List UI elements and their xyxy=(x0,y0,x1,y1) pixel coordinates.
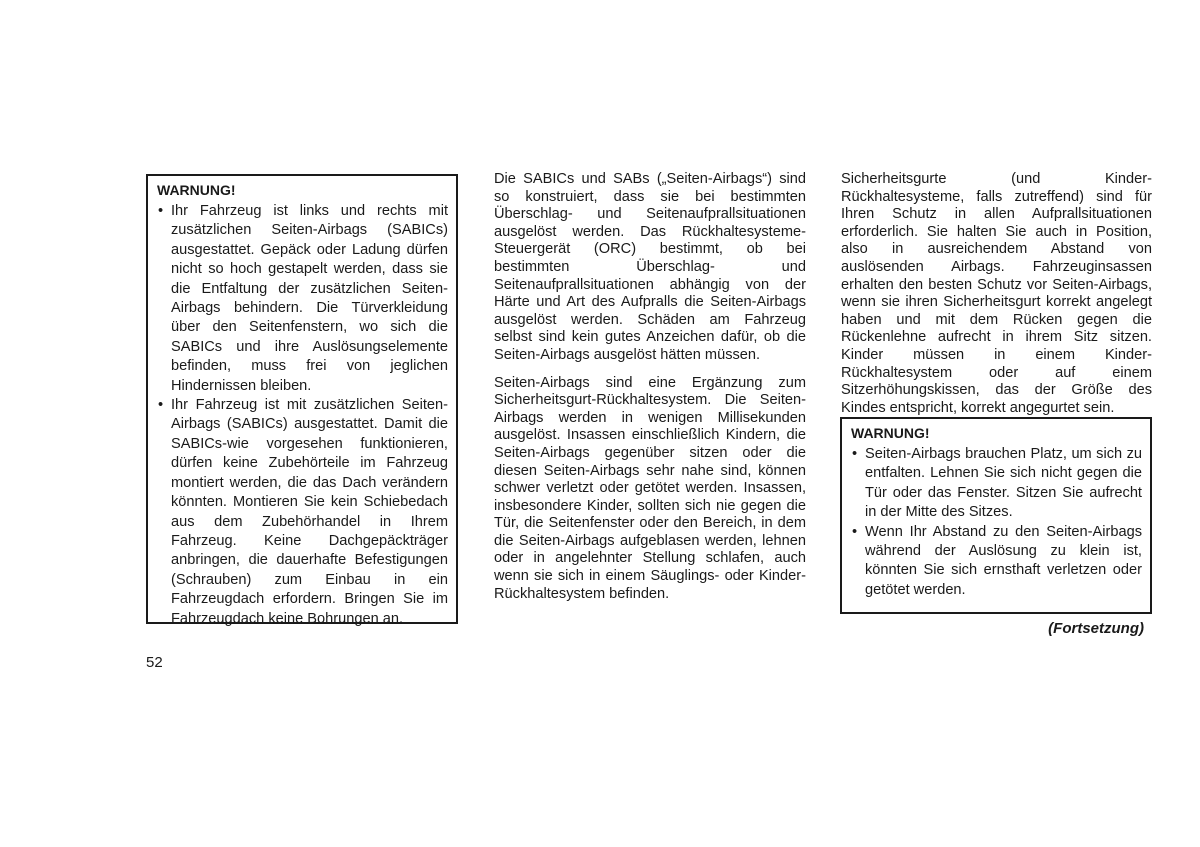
left-warning-title: WARNUNG! xyxy=(157,182,236,198)
right-paragraph: Sicherheitsgurte (und Kinder-Rückhaltesysteme, falls zutreffend) sind für Ihren Schutz in allen Aufprallsituationen erforderlich. Sie halten Sie auch in Position, also in ausreichendem Abstand von auslösenden Airbags. Fahrzeuginsassen erhalten den besten Schutz vor Seiten-Airbags, wenn sie ihren Sicherheitsgurt korrekt angelegt haben und mit dem Rücken gegen die Rückenlehne aufrecht in ihrem Sitz sitzen. Kinder müssen in einem Kinder-Rückhaltesystem oder auf einem Sitzerhöhungskissen, das der Größe des Kindes entspricht, korrekt angegurtet sein. xyxy=(841,171,1152,416)
middle-paragraph: Seiten-Airbags sind eine Ergänzung zum Sicherheitsgurt-Rückhaltesystem. Die Seiten-Airbags werden in wenigen Millisekunden ausgelöst. Insassen einschließlich Kindern, die Seiten-Airbags gegenüber sitzen oder die diesen Seiten-Airbags sehr nahe sind, können schwer verletzt oder getötet werden. Insassen, insbesondere Kinder, sollten sich nie gegen die Tür, die Seitenfenster oder den Bereich, in dem die Seiten-Airbags aufgeblasen werden, lehnen oder in angelehnter Stellung schlafen, auch wenn sie sich in einem Säuglings- oder Kinder-Rückhaltesystem befinden. xyxy=(494,374,806,602)
left-warning-item: • Ihr Fahrzeug ist mit zusätzlichen Seiten-Airbags (SABICs) ausgestattet. Damit die SABICs-wie vorgesehen funktionieren, dürfen keine Zubehörteile im Fahrzeug montiert werden, die das Dach verändern könnten. Montieren Sie kein Schiebedach aus dem Zubehörhandel in Ihrem Fahrzeug. Keine Dachgepäckträger anbringen, die dauerhafte Befestigungen (Schrauben) zum Einbau in ein Fahrzeugdach erfordern. Bringen Sie im Fahrzeugdach keine Bohrungen an. xyxy=(157,396,448,629)
left-warning-item: • Ihr Fahrzeug ist links und rechts mit zusätzlichen Seiten-Airbags (SABICs) ausgestattet. Gepäck oder Ladung dürfen nicht so hoch gestapelt werden, dass sie die Entfaltung der zusätzlichen Seiten-Airbags behindern. Die Türverkleidung über den Seitenfenstern, wo sich die SABICs und ihre Auslösungselemente befinden, muss frei von jeglichen Hindernissen bleiben. xyxy=(157,202,448,396)
continuation-note: (Fortsetzung) xyxy=(1048,620,1144,637)
middle-paragraph: Die SABICs und SABs („Seiten-Airbags“) sind so konstruiert, dass sie bei bestimmten Überschlag- und Seitenaufprallsituationen ausgelöst werden. Das Rückhaltesysteme-Steuergerät (ORC) bestimmt, ob bei bestimmten Überschlag- und Seitenaufprallsituationen abhängig von der Härte und Art des Aufpralls die Seiten-Airbags ausgelöst werden. Schäden am Fahrzeug selbst sind kein gutes Anzeichen dafür, ob die Seiten-Airbags ausgelöst hätten müssen. xyxy=(494,171,806,363)
middle-column xyxy=(494,171,806,613)
right-warning-item: • Wenn Ihr Abstand zu den Seiten-Airbags während der Auslösung zu klein ist, könnten Sie sich ernsthaft verletzen oder getötet werden. xyxy=(851,523,1142,601)
right-warning-list xyxy=(851,445,1142,600)
page-number: 52 xyxy=(146,654,163,671)
right-column xyxy=(841,171,1152,427)
left-warning-list xyxy=(157,202,448,629)
right-warning-title: WARNUNG! xyxy=(851,425,930,441)
left-warning-box xyxy=(146,174,458,627)
right-warning-box xyxy=(840,417,1152,614)
right-warning-item: • Seiten-Airbags brauchen Platz, um sich zu entfalten. Lehnen Sie sich nicht gegen die Tür oder das Fenster. Sitzen Sie aufrecht in der Mitte des Sitzes. xyxy=(851,445,1142,523)
